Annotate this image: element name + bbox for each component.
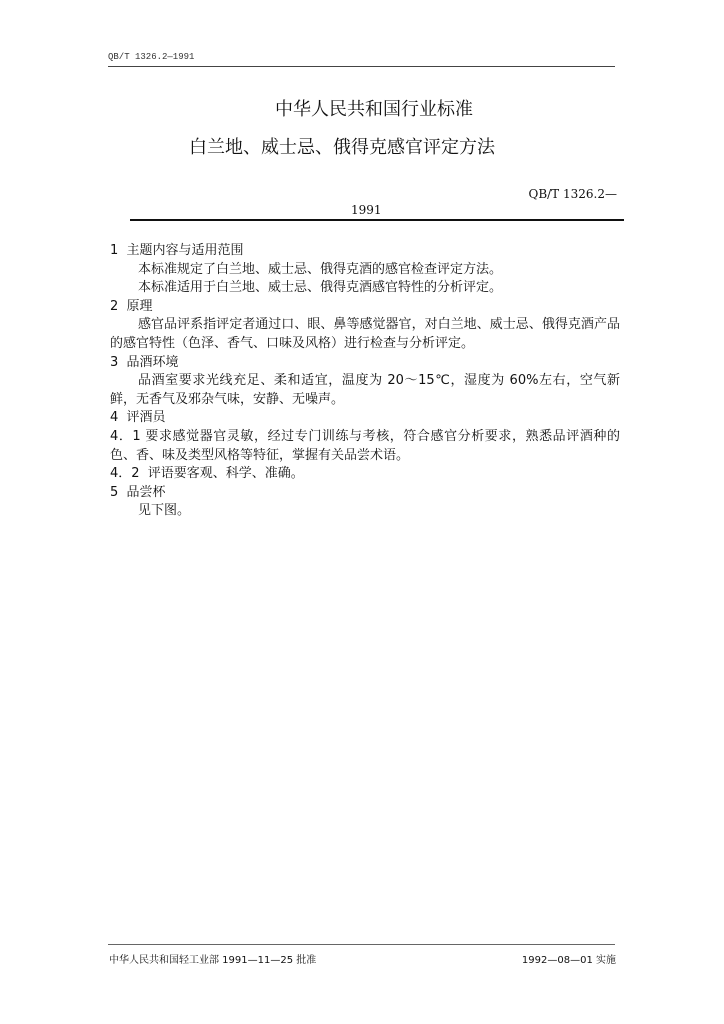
header-standard-code: QB/T 1326.2—1991: [108, 52, 195, 62]
approval-note: 中华人民共和国轻工业部 1991—11—25 批准: [109, 955, 317, 966]
section-5-heading: 5 品尝杯: [110, 484, 166, 500]
document-body: [110, 242, 620, 521]
standard-year: 1991: [351, 203, 382, 217]
effective-date-note: 1992—08—01 实施: [521, 955, 616, 966]
footer-rule: [108, 944, 615, 945]
section-2-paragraph: 感官品评系指评定者通过口、眼、鼻等感觉器官，对白兰地、威士忌、俄得克酒产品的感官特性（色泽、香气、口味及风格）进行检查与分析评定。: [110, 317, 620, 351]
section-4-heading: 4 评酒员: [110, 410, 166, 426]
section-3-heading: 3 品酒环境: [110, 354, 179, 370]
section-1-paragraph-2: 本标准适用于白兰地、威士忌、俄得克酒感官特性的分析评定。: [138, 280, 503, 296]
section-3-paragraph: 品酒室要求光线充足、柔和适宜，温度为 20～15℃，湿度为 60%左右，空气新鲜，无香气及邪杂气味，安静、无噪声。: [110, 373, 620, 407]
section-1-heading: 1 主题内容与适用范围: [110, 243, 244, 258]
section-4-1-paragraph: 4．1 要求感觉器官灵敏，经过专门训练与考核，符合感官分析要求，熟悉品评酒种的色、香、味及类型风格等特征，掌握有关品尝术语。: [110, 428, 620, 463]
header-rule: [108, 66, 615, 67]
section-1-paragraph-1: 本标准规定了白兰地、威士忌、俄得克酒的感官检查评定方法。: [138, 261, 503, 277]
section-4-2-paragraph: 4．2 评语要客观、科学、准确。: [110, 466, 304, 482]
section-2-heading: 2 原理: [110, 298, 153, 314]
title-rule: [130, 219, 624, 221]
section-5-paragraph: 见下图。: [138, 503, 191, 519]
document-title-line2: 白兰地、威士忌、俄得克感官评定方法: [189, 137, 495, 158]
document-title-line1: 中华人民共和国行业标准: [275, 99, 473, 120]
standard-number: QB/T 1326.2—: [528, 187, 617, 201]
